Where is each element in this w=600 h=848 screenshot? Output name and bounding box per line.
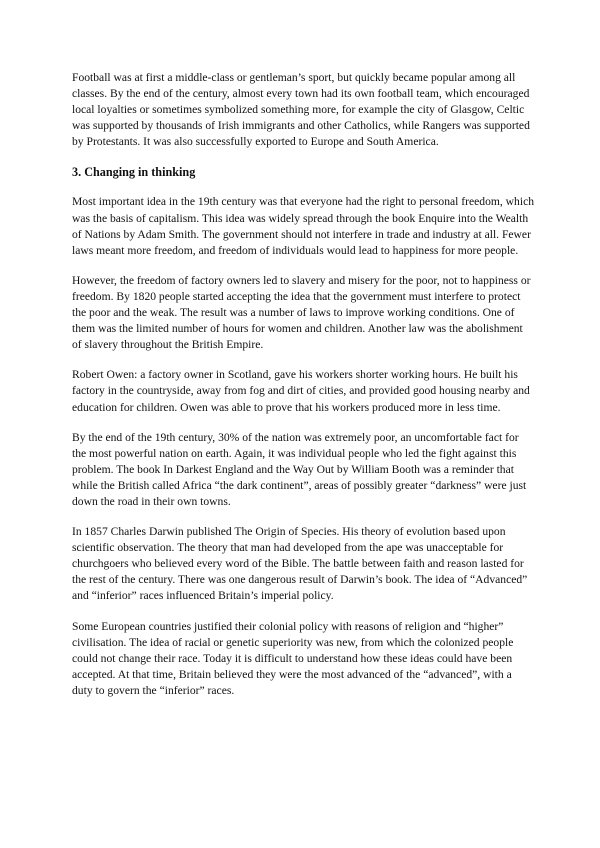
paragraph-darwin: In 1857 Charles Darwin published The Origin of Species. His theory of evolution based upon scientific observation. The theory that man had developed from the ape was unacceptable for churchgoers who believed every word of the Bible. The battle between faith and reason lasted for the rest of the century. There was one dangerous result of Darwin’s book. The idea of “Advanced” and “inferior” races influenced Britain’s imperial policy.	[72, 525, 528, 603]
paragraph-factory-owners: However, the freedom of factory owners led to slavery and misery for the poor, not to happiness or freedom. By 1820 people started accepting the idea that the government must interfere to protect the poor and the weak. The result was a number of laws to improve working conditions. One of them was the limited number of hours for women and children. Another law was the abolishment of slavery throughout the British Empire.	[72, 273, 531, 352]
section-heading: 3. Changing in thinking	[72, 165, 196, 180]
paragraph-personal-freedom: Most important idea in the 19th century was that everyone had the right to personal freedom, which was the basis of capitalism. This idea was widely spread through the book Enquire into the Wealth of Nations by Adam Smith. The government should not interfere in trade and industry at all. Fewer laws meant more freedom, and freedom of individuals would lead to happiness for more people.	[72, 195, 535, 257]
paragraph-colonial-policy: Some European countries justified their colonial policy with reasons of religion and “higher” civilisation. The idea of racial or genetic superiority was new, from which the colonized people could not change their race. Today it is difficult to understand how these ideas could have been accepted. At that time, Britain believed they were the most advanced of the “advanced”, with a duty to govern the “inferior” races.	[72, 619, 514, 697]
paragraph-poverty: By the end of the 19th century, 30% of the nation was extremely poor, an uncomfortable fact for the most powerful nation on earth. Again, it was individual people who led the fight against this problem. The book In Darkest England and the Way Out by William Booth was a reminder that while the British called Africa “the dark continent”, areas of possibly greater “darkness” were just down the road in their own towns.	[72, 430, 527, 508]
paragraph-robert-owen: Robert Owen: a factory owner in Scotland, gave his workers shorter working hours. He built his factory in the countryside, away from fog and dirt of cities, and provided good housing nearby and education for children. Owen was able to prove that his workers produced more in less time.	[72, 368, 530, 414]
paragraph-football: Football was at first a middle-class or gentleman’s sport, but quickly became popular among all classes. By the end of the century, almost every town had its own football team, which encouraged local loyalties or sometimes symbolized something more, for example the city of Glasgow, Celtic was supported by thousands of Irish immigrants and other Catholics, while Rangers was supported by Protestants. It was also successfully exported to Europe and South America.	[72, 71, 530, 149]
document-body	[72, 70, 534, 713]
